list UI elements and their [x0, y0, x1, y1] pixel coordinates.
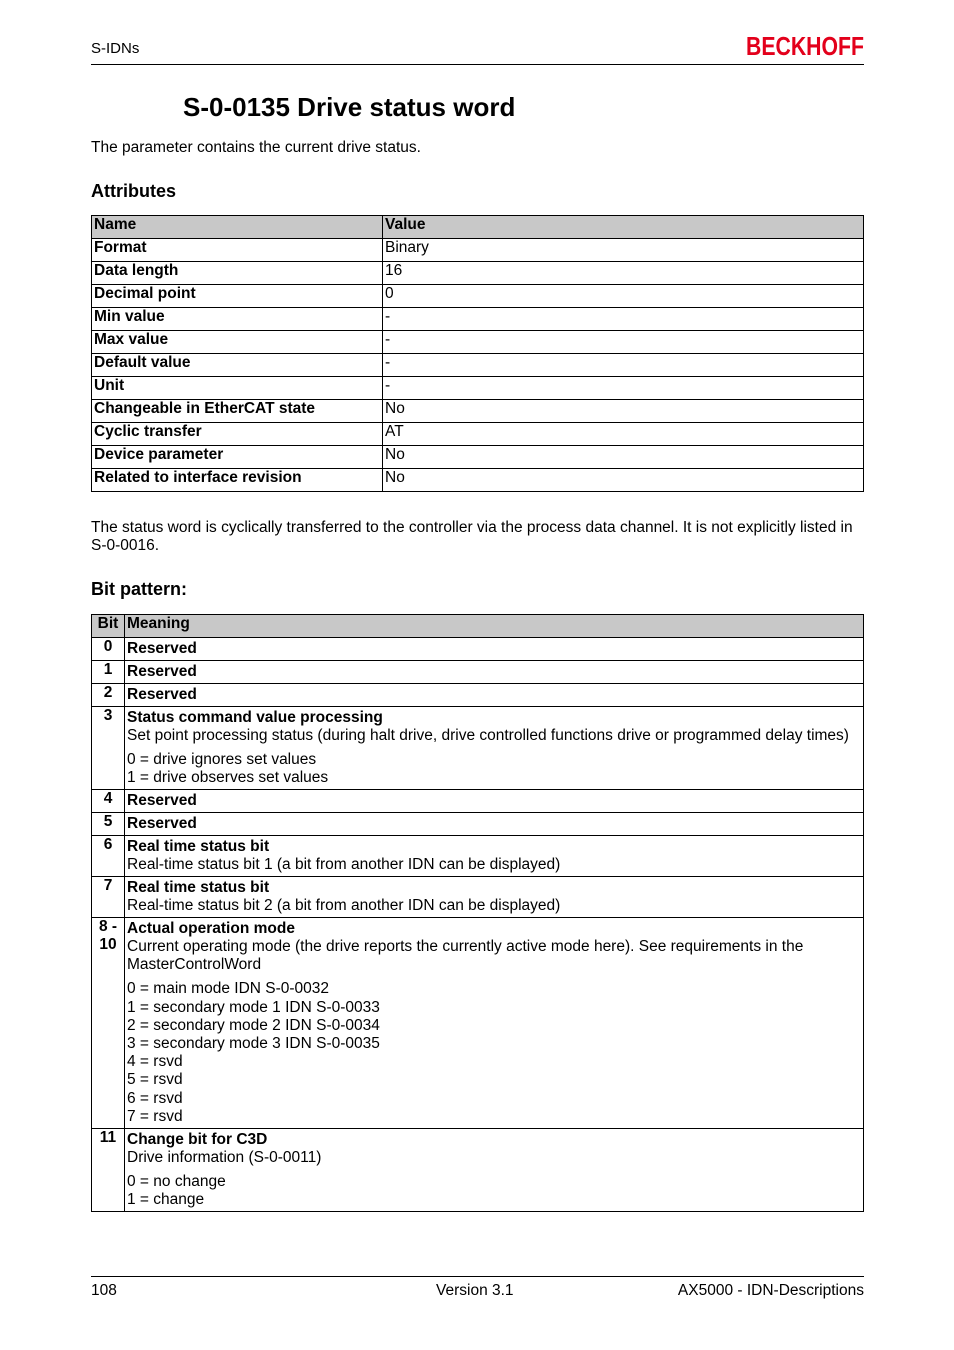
table-row — [92, 423, 864, 446]
table-row — [92, 1129, 864, 1212]
value-list — [127, 751, 861, 787]
value-item: 7 = rsvd — [127, 1107, 183, 1125]
version-label: Version 3.1 — [436, 1282, 514, 1299]
value-item: 0 = drive ignores set values — [127, 751, 317, 768]
meaning-title: Status command value processing — [127, 709, 383, 726]
bit-number: 5 — [92, 813, 125, 836]
attribute-name: Default value — [92, 354, 383, 377]
table-row — [92, 239, 864, 262]
intro-text: The parameter contains the current drive status. — [91, 139, 421, 156]
bit-meaning — [125, 877, 864, 918]
bit-pattern-table — [91, 614, 864, 1212]
attribute-value: 16 — [383, 262, 864, 285]
meaning-title: Change bit for C3D — [127, 1131, 268, 1149]
attribute-value: AT — [383, 423, 864, 446]
attribute-name: Data length — [92, 262, 383, 285]
meaning-title: Reserved — [127, 640, 197, 657]
bit-number: 0 — [92, 638, 125, 661]
bit-number: 7 — [92, 877, 125, 918]
table-row — [92, 813, 864, 836]
meaning-description: Real-time status bit 1 (a bit from another IDN can be displayed) — [127, 856, 561, 874]
value-item: 1 = drive observes set values — [127, 769, 329, 787]
table-row — [92, 790, 864, 813]
table-row — [92, 331, 864, 354]
page-number: 108 — [91, 1282, 117, 1299]
meaning-title: Reserved — [127, 792, 197, 810]
attribute-name: Related to interface revision — [92, 469, 383, 492]
attribute-value: No — [383, 446, 864, 469]
meaning-title: Real time status bit — [127, 879, 270, 897]
attribute-name: Device parameter — [92, 446, 383, 469]
value-item: 2 = secondary mode 2 IDN S-0-0034 — [127, 1016, 380, 1034]
value-item: 5 = rsvd — [127, 1071, 183, 1089]
attribute-value: - — [383, 331, 864, 354]
bit-meaning — [125, 1129, 864, 1212]
column-header-meaning: Meaning — [125, 615, 864, 638]
attribute-value: No — [383, 400, 864, 423]
attribute-name: Format — [92, 239, 383, 262]
value-item: 3 = secondary mode 3 IDN S-0-0035 — [127, 1035, 380, 1053]
bit-meaning — [125, 918, 864, 1129]
value-item: 0 = no change — [127, 1173, 226, 1191]
table-row — [92, 308, 864, 331]
table-row — [92, 285, 864, 308]
bit-number: 2 — [92, 684, 125, 707]
table-row — [92, 400, 864, 423]
meaning-title: Reserved — [127, 815, 197, 833]
attribute-value: No — [383, 469, 864, 492]
column-header-bit: Bit — [92, 615, 125, 638]
page-footer — [91, 1276, 864, 1299]
meaning-title: Reserved — [127, 686, 197, 703]
meaning-description: Current operating mode (the drive reports the currently active mode here). See requirements in the MasterControlWord — [127, 938, 804, 974]
attribute-value: - — [383, 354, 864, 377]
table-row — [92, 354, 864, 377]
beckhoff-logo — [746, 31, 864, 61]
attribute-value: - — [383, 308, 864, 331]
header-section-label: S-IDNs — [91, 40, 140, 57]
column-header-value: Value — [383, 216, 864, 239]
attribute-name: Cyclic transfer — [92, 423, 383, 446]
attribute-name: Max value — [92, 331, 383, 354]
bit-number: 6 — [92, 836, 125, 877]
table-row — [92, 446, 864, 469]
value-item: 6 = rsvd — [127, 1089, 183, 1107]
attribute-value: - — [383, 377, 864, 400]
bit-number: 4 — [92, 790, 125, 813]
value-item: 1 = change — [127, 1191, 205, 1209]
document-title: AX5000 - IDN-Descriptions — [677, 1282, 864, 1299]
bit-number: 3 — [92, 707, 125, 790]
page-header — [91, 31, 864, 65]
bit-pattern-heading: Bit pattern: — [91, 579, 187, 599]
bit-meaning — [125, 813, 864, 836]
bit-meaning — [125, 684, 864, 707]
bit-number: 8 - 10 — [92, 918, 125, 1129]
attribute-value: 0 — [383, 285, 864, 308]
bit-meaning — [125, 790, 864, 813]
table-row — [92, 707, 864, 790]
table-row — [92, 262, 864, 285]
value-list — [127, 980, 861, 1126]
meaning-title: Actual operation mode — [127, 920, 295, 938]
table-row — [92, 661, 864, 684]
logo-text: BECKHOFF — [746, 31, 864, 61]
bit-meaning — [125, 638, 864, 661]
table-header-row — [92, 615, 864, 638]
bit-number: 11 — [92, 1129, 125, 1212]
value-item: 4 = rsvd — [127, 1053, 183, 1071]
bit-meaning — [125, 836, 864, 877]
table-header-row — [92, 216, 864, 239]
status-note: The status word is cyclically transferred to the controller via the process data channel. It is not explicitly listed in S-0-0016. — [91, 519, 853, 554]
attribute-name: Unit — [92, 377, 383, 400]
column-header-name: Name — [92, 216, 383, 239]
table-row — [92, 638, 864, 661]
attributes-table — [91, 215, 864, 492]
page-title: S-0-0135 Drive status word — [183, 92, 516, 122]
meaning-title: Reserved — [127, 663, 197, 680]
attribute-name: Changeable in EtherCAT state — [92, 400, 383, 423]
table-row — [92, 918, 864, 1129]
meaning-title: Real time status bit — [127, 838, 270, 856]
meaning-description: Real-time status bit 2 (a bit from another IDN can be displayed) — [127, 897, 561, 915]
attribute-value: Binary — [383, 239, 864, 262]
bit-number: 1 — [92, 661, 125, 684]
table-row — [92, 877, 864, 918]
attribute-name: Min value — [92, 308, 383, 331]
bit-meaning — [125, 707, 864, 790]
table-row — [92, 836, 864, 877]
attributes-heading: Attributes — [91, 181, 176, 201]
value-item: 0 = main mode IDN S-0-0032 — [127, 980, 330, 998]
attribute-name: Decimal point — [92, 285, 383, 308]
value-list — [127, 1173, 861, 1209]
value-item: 1 = secondary mode 1 IDN S-0-0033 — [127, 998, 380, 1016]
meaning-description: Set point processing status (during halt drive, drive controlled functions drive or programmed delay times) — [127, 727, 849, 744]
bit-meaning — [125, 661, 864, 684]
table-row — [92, 684, 864, 707]
meaning-description: Drive information (S-0-0011) — [127, 1149, 322, 1167]
table-row — [92, 377, 864, 400]
table-row — [92, 469, 864, 492]
